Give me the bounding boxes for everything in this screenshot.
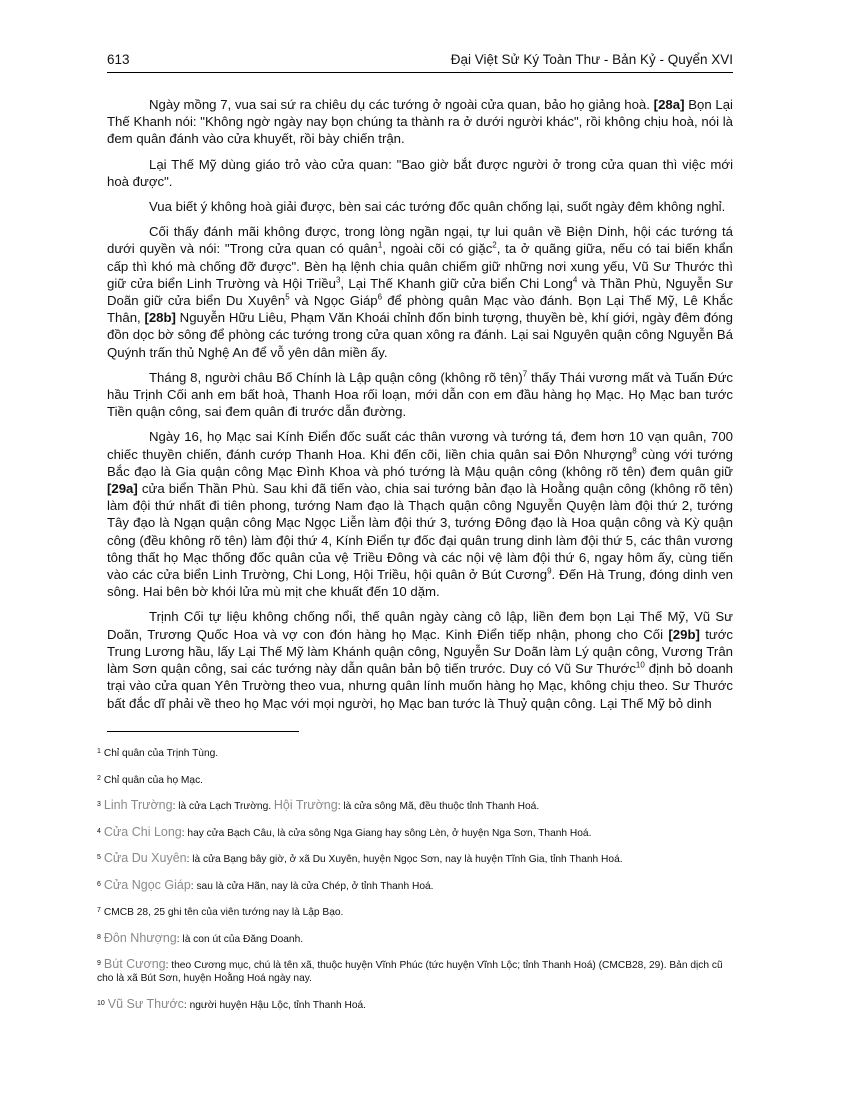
- paragraph: Tháng 8, người châu Bố Chính là Lập quận công (không rõ tên)$^7$ thấy Thái vương mất và Tuấn Đức hầu Trịnh Cối anh em bất hoà, Thanh Hoa rối loạn, mới dẫn con em đầu hàng họ Mạc. Họ Mạc ban tước Tiền quận công, sai đem quân đi trước dẫn đường.: [107, 369, 733, 420]
- body-text: [107, 96, 733, 720]
- footnote-term: Vũ Sư Thước: [107, 996, 184, 1011]
- footnote-ref[interactable]: 9: [547, 566, 552, 576]
- paragraph: Ngày mồng 7, vua sai sứ ra chiêu dụ các tướng ở ngoài cửa quan, bảo họ giảng hoà. [28a] Bọn Lại Thế Khanh nói: "Không ngờ ngày nay bọn chúng ta thành ra ở dưới người khác", rồi không chịu hoà, nói là đem quân đánh vào cửa khuyết, rồi bày chiến trận.: [107, 97, 733, 147]
- footnote-ref[interactable]: 6: [377, 292, 383, 302]
- footnote-ref[interactable]: 2: [492, 241, 497, 251]
- footnote-term: Hội Trường: [273, 798, 338, 812]
- running-title: Đại Việt Sử Ký Toàn Thư - Bản Kỷ - Quyển XVI: [450, 52, 733, 67]
- footnote: $^5$ Cửa Du Xuyên: là cửa Bạng bây giờ, ở xã Du Xuyên, huyện Ngọc Sơn, nay là huyện Tĩnh Gia, tỉnh Thanh Hoá.: [97, 851, 623, 865]
- footnote: $^3$ Linh Trường: là cửa Lạch Trường. Hội Trường: là cửa sông Mã, đều thuộc tỉnh Thanh Hoá.: [97, 798, 540, 812]
- folio-marker: [29b]: [668, 626, 700, 642]
- footnote-term: Bút Cương: [103, 957, 166, 971]
- footnote: $^9$ Bút Cương: theo Cương mục, chú là tên xã, thuộc huyện Vĩnh Phúc (tức huyện Vĩnh Lộc; tỉnh Thanh Hoá) (CMCB28, 29). Bản dịch cũ cho là xã Bút Sơn, huyện Hoằng Hoá ngày nay.: [97, 957, 723, 984]
- footnote: $^6$ Cửa Ngọc Giáp: sau là cửa Hãn, nay là cửa Chép, ở tỉnh Thanh Hoá.: [97, 877, 434, 892]
- footnote-term: Cửa Chi Long: [103, 824, 182, 839]
- footnote-ref[interactable]: 3: [335, 275, 341, 285]
- footnote-ref[interactable]: 10: [635, 660, 645, 670]
- footnote-separator: [107, 731, 299, 732]
- footnote: $^1$ Chỉ quân của Trịnh Tùng.: [97, 748, 219, 759]
- footnote: $^7$ CMCB 28, 25 ghi tên của viên tướng nay là Lập Bạo.: [97, 907, 344, 918]
- footnote-term: Linh Trường: [103, 798, 173, 812]
- footnote-ref[interactable]: 5: [285, 292, 290, 302]
- paragraph: Cối thấy đánh mãi không được, trong lòng ngần ngại, tự lui quân về Biện Dinh, hội các tướng tá dưới quyền và nói: "Trong cửa quan có quân$^1$, ngoài cõi có giặc$^2$, ta ở quãng giữa, nếu có tai biến khẩn cấp thì khó mà chống đỡ được". Bèn hạ lệnh chia quân chiếm giữ những nơi xung yếu, Vũ Sư Thước thì giữ cửa biển Linh Trường và Hội Triều$^3$, Lại Thế Khanh giữ cửa biển Chi Long$^4$ và Thần Phù, Nguyễn Sư Doãn giữ cửa biển Du Xuyên$^5$ và Ngọc Giáp$^6$ để phòng quân Mạc vào đánh. Bọn Lại Thế Mỹ, Lê Khắc Thân, [28b] Nguyễn Hữu Liêu, Phạm Văn Khoái chỉnh đốn binh tượng, thuyền bè, khí giới, ngày đêm đóng đồn dọc bờ sông để phòng các tướng trong cửa quan xông ra đánh. Lại sai Nguyên quận công Nguyễn Bá Quýnh trấn thủ Nghệ An để vỗ yên dân miền ấy.: [107, 224, 733, 360]
- footnote: $^8$ Đôn Nhượng: là con út của Đăng Doanh.: [97, 930, 304, 945]
- footnote: $^4$ Cửa Chi Long: hay cửa Bạch Câu, là cửa sông Nga Giang hay sông Lèn, ở huyện Nga Sơn, Thanh Hoá.: [97, 824, 592, 839]
- paragraph: Vua biết ý không hoà giải được, bèn sai các tướng đốc quân chống lại, suốt ngày đêm không nghỉ.: [149, 199, 726, 215]
- footnotes: [97, 745, 737, 1023]
- footnote-ref[interactable]: 1: [377, 241, 383, 251]
- footnote: $^{10}$ Vũ Sư Thước: người huyện Hậu Lộc, tỉnh Thanh Hoá.: [97, 996, 367, 1011]
- page-header: [107, 50, 733, 73]
- footnote-ref[interactable]: 4: [572, 275, 578, 285]
- folio-marker: [29a]: [107, 481, 138, 497]
- footnote-term: Đôn Nhượng: [103, 930, 177, 945]
- paragraph: Ngày 16, họ Mạc sai Kính Điển đốc suất các thân vương và tướng tá, đem hơn 10 vạn quân, 700 chiếc thuyền chiến, đánh cướp Thanh Hoa. Khi đến cõi, liền chia quân sai Đôn Nhượng$^8$ cùng với tướng Bắc đạo là Gia quận công Mạc Đình Khoa và phó tướng là Mậu quận công (không rõ tên) đem quân giữ [29a] cửa biển Thần Phù. Sau khi đã tiến vào, chia sai tướng bản đạo là Hoằng quận công (không rõ tên) làm đội thứ nhất đi tiên phong, tướng Nam đạo là Thạch quận công Nguyễn Quyện làm đội thứ 2, tướng Tây đạo là Ngạn quận công Mạc Ngọc Liễn làm đội thứ 3, tướng Đông đạo là Hoa quận công và Kỳ quận công (đều không rõ tên) làm đội thứ 4, Kính Điển tự đốc đại quân trung dinh làm đội thứ 5, các thân vương tông thất họ Mạc thống đốc quân của vệ Triều Đông và các nội vệ làm đội thứ 6, ngay hôm ấy, cùng tiến vào các cửa biển Linh Trường, Chi Long, Hội Triều, hội quân ở Bút Cương$^9$. Đến Hà Trung, đóng dinh ven sông. Hai bên bờ khói lửa mù mịt che khuất đến 10 dặm.: [107, 429, 733, 600]
- paragraph: Lại Thế Mỹ dùng giáo trỏ vào cửa quan: "Bao giờ bắt được người ở trong cửa quan thì việc mới hoà được".: [107, 156, 733, 189]
- page-number: 613: [107, 52, 130, 67]
- footnote-term: Cửa Ngọc Giáp: [103, 877, 191, 892]
- folio-marker: [28b]: [144, 310, 176, 326]
- paragraph: Trịnh Cối tự liệu không chống nổi, thế quân ngày càng cô lập, liền đem bọn Lại Thế Mỹ, Vũ Sư Doãn, Trương Quốc Hoa và vợ con đón hàng họ Mạc. Kinh Điển tiếp nhận, phong cho Cối [29b] tước Trung Lương hầu, lấy Lại Thế Mỹ làm Khánh quận công, Nguyễn Sư Doãn làm Lý quận công, Vương Trân làm Sơn quận công, sai các tướng này dẫn quân bản bộ tiến trước. Duy có Vũ Sư Thước$^{10}$ định bỏ doanh trại vào cửa quan Yên Trường theo vua, nhưng quân lính muốn hàng họ Mạc, không chịu theo. Sư Thước bất đắc dĩ phải về theo họ Mạc với mọi người, họ Mạc ban tước là Thuỷ quận công. Lại Thế Mỹ bỏ dinh: [107, 609, 734, 711]
- footnote: $^2$ Chỉ quân của họ Mạc.: [97, 774, 204, 786]
- footnote-term: Cửa Du Xuyên: [103, 851, 187, 865]
- folio-marker: [28a]: [653, 97, 685, 112]
- footnote-ref[interactable]: 7: [522, 369, 528, 379]
- footnote-ref[interactable]: 8: [632, 446, 637, 456]
